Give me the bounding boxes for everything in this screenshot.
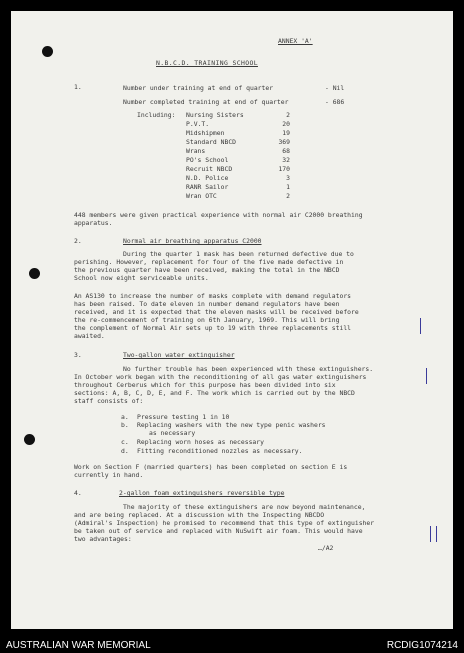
trainee-count: 3: [286, 174, 290, 182]
paragraph-line: has been raised. To date eleven in number demand regulators have been: [74, 300, 340, 308]
paragraph-line: the re-commencement of training on 6th January, 1969. This will bring: [74, 316, 340, 324]
archive-footer: [0, 638, 464, 653]
list-item: as necessary: [149, 429, 196, 437]
list-item: Replacing worn hoses as necessary: [137, 438, 264, 446]
paragraph-line: An AS130 to increase the number of masks complete with demand regulators: [74, 292, 352, 300]
trainee-name: Wrans: [186, 147, 206, 155]
trainee-count: 170: [278, 165, 290, 173]
margin-pen-mark: [436, 526, 437, 542]
paragraph-line: be taken out of service and replaced with NuSwift air foam. This would have: [74, 527, 363, 535]
paragraph-line: 448 members were given practical experience with normal air C2000 breathing: [74, 211, 363, 219]
paragraph-line: and are being replaced. At a discussion with the Inspecting NBCDO: [74, 511, 325, 519]
paragraph-line: currently in hand.: [74, 471, 144, 479]
paragraph-line: No further trouble has been experienced with these extinguishers.: [123, 365, 374, 373]
section-number: 3.: [74, 351, 82, 359]
trainee-name: Standard NBCD: [186, 138, 237, 146]
paragraph-line: In October work began with the reconditioning of all gas water extinguishers: [74, 373, 367, 381]
section-heading: 2-gallon foam extinguishers reversible type: [119, 489, 285, 497]
trainee-name: Recruit NBCD: [186, 165, 233, 173]
section-number: 2.: [74, 237, 82, 245]
list-item: Fitting reconditioned nozzles as necessary.: [137, 447, 303, 455]
paragraph-line: (Admiral's Inspection) he promised to recommend that this type of extinguisher: [74, 519, 375, 527]
trainee-count: 1: [286, 183, 290, 191]
punch-hole: [42, 46, 53, 57]
trainee-name: Nursing Sisters: [186, 111, 244, 119]
paragraph-line: received, and it is expected that the eleven masks will be received before: [74, 308, 359, 316]
paragraph-line: the complement of Normal Air sets up to 19 with three replacements still: [74, 324, 352, 332]
including-label: Including:: [137, 111, 176, 119]
list-item: Replacing washers with the new type penic washers: [137, 421, 326, 429]
paragraph-line: awaited.: [74, 332, 105, 340]
paragraph-line: the previous quarter have been received, making the total in the NBCD: [74, 266, 340, 274]
under-training-label: Number under training at end of quarter: [123, 84, 274, 92]
under-training-value: - Nil: [325, 84, 345, 92]
paragraph-line: apparatus.: [74, 219, 113, 227]
trainee-name: PO's School: [186, 156, 229, 164]
page-continuation: …/A2: [318, 544, 334, 552]
paragraph-line: School now eight serviceable units.: [74, 274, 209, 282]
trainee-name: P.V.T.: [186, 120, 210, 128]
footer-record-id: RCDIG1074214: [386, 640, 458, 651]
paragraph-line: perishing. However, replacement for four of the five made defective in: [74, 258, 344, 266]
paragraph-line: staff consists of:: [74, 397, 144, 405]
paragraph-line: During the quarter 1 mask has been returned defective due to: [123, 250, 354, 258]
margin-pen-mark: [426, 368, 427, 384]
paragraph-line: Work on Section F (married quarters) has been completed on section E is: [74, 463, 348, 471]
trainee-count: 20: [282, 120, 290, 128]
list-marker: c.: [121, 438, 129, 446]
list-item: Pressure testing 1 in 10: [137, 413, 230, 421]
paragraph-line: two advantages:: [74, 535, 132, 543]
completed-training-value: - 686: [325, 98, 345, 106]
list-marker: d.: [121, 447, 129, 455]
punch-hole: [24, 434, 35, 445]
annex-label: ANNEX 'A': [278, 37, 313, 45]
completed-training-label: Number completed training at end of quarter: [123, 98, 289, 106]
section-heading: Two-gallon water extinguisher: [123, 351, 235, 359]
list-marker: a.: [121, 413, 129, 421]
trainee-name: N.D. Police: [186, 174, 229, 182]
trainee-name: Midshipmen: [186, 129, 225, 137]
trainee-count: 19: [282, 129, 290, 137]
paragraph-line: sections: A, B, C, D, E, and F. The work which is carried out by the NBCD: [74, 389, 355, 397]
trainee-count: 32: [282, 156, 290, 164]
margin-pen-mark: [420, 318, 421, 334]
margin-pen-mark: [430, 526, 431, 542]
footer-institution: AUSTRALIAN WAR MEMORIAL: [6, 640, 151, 651]
section-number: 4.: [74, 489, 82, 497]
trainee-name: RANR Sailor: [186, 183, 229, 191]
trainee-name: Wran OTC: [186, 192, 217, 200]
trainee-count: 2: [286, 111, 290, 119]
paragraph-line: The majority of these extinguishers are now beyond maintenance,: [123, 503, 366, 511]
trainee-count: 2: [286, 192, 290, 200]
trainee-count: 68: [282, 147, 290, 155]
section-heading: Normal air breathing apparatus C2000: [123, 237, 262, 245]
punch-hole: [29, 268, 40, 279]
document-title: N.B.C.D. TRAINING SCHOOL: [156, 59, 258, 67]
list-marker: b.: [121, 421, 129, 429]
section-number: 1.: [74, 83, 82, 91]
trainee-count: 369: [278, 138, 290, 146]
paragraph-line: throughout Cerberus which for this purpose has been divided into six: [74, 381, 336, 389]
